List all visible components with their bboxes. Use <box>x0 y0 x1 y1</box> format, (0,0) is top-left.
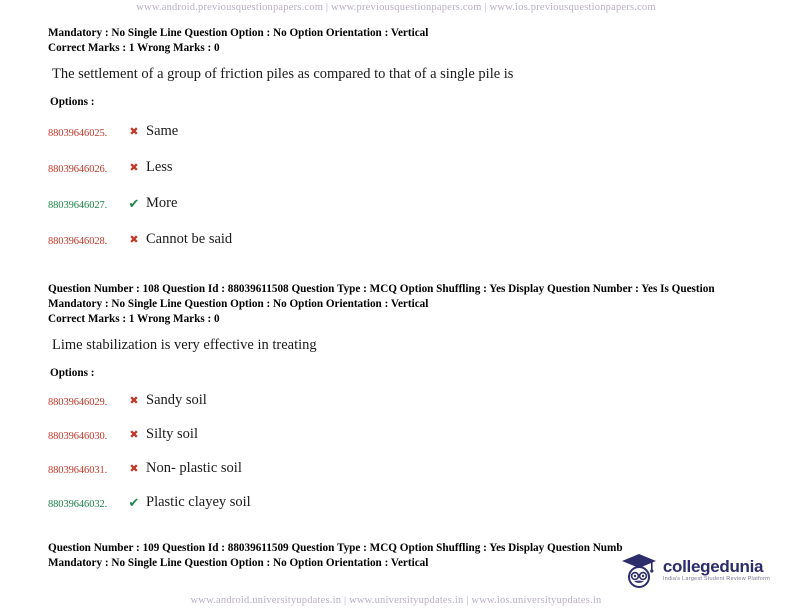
option-item[interactable] <box>48 425 748 447</box>
collegedunia-mascot-icon <box>619 550 659 590</box>
option-id: 88039646032. <box>48 499 108 510</box>
option-id: 88039646025. <box>48 128 108 139</box>
options-label: Options : <box>50 367 95 379</box>
question-meta-line: Mandatory : No Single Line Question Option : No Option Orientation : Vertical <box>48 557 429 569</box>
cross-icon: ✖ <box>129 126 139 138</box>
cross-icon: ✖ <box>129 162 139 174</box>
question-meta-line: Correct Marks : 1 Wrong Marks : 0 <box>48 313 220 325</box>
option-item[interactable] <box>48 194 748 216</box>
option-item[interactable] <box>48 122 748 144</box>
option-text: Sandy soil <box>146 392 207 408</box>
question-text: The settlement of a group of friction piles as compared to that of a single pile is <box>52 66 514 82</box>
option-item[interactable] <box>48 493 748 515</box>
option-item[interactable] <box>48 158 748 180</box>
cross-icon: ✖ <box>129 395 139 407</box>
option-id: 88039646029. <box>48 397 108 408</box>
cross-icon: ✖ <box>129 429 139 441</box>
options-label: Options : <box>50 96 95 108</box>
option-id: 88039646028. <box>48 236 108 247</box>
check-icon: ✔ <box>128 495 140 510</box>
option-text: More <box>146 195 178 211</box>
question-meta-line: Correct Marks : 1 Wrong Marks : 0 <box>48 42 220 54</box>
question-meta-line: Mandatory : No Single Line Question Option : No Option Orientation : Vertical <box>48 298 429 310</box>
option-text: Plastic clayey soil <box>146 494 251 510</box>
option-text: Same <box>146 123 179 139</box>
question-meta-line: Question Number : 108 Question Id : 88039611508 Question Type : MCQ Option Shuffling : Yes Display Question Number : Yes Is Question <box>48 283 715 295</box>
question-text: Lime stabilization is very effective in treating <box>52 337 317 353</box>
option-id: 88039646027. <box>48 200 108 211</box>
question-meta-line: Question Number : 109 Question Id : 88039611509 Question Type : MCQ Option Shuffling : Yes Display Question Numb <box>48 542 623 554</box>
question-content <box>48 26 748 571</box>
option-text: Silty soil <box>146 426 198 442</box>
option-item[interactable] <box>48 459 748 481</box>
question-meta-line: Mandatory : No Single Line Question Option : No Option Orientation : Vertical <box>48 27 429 39</box>
logo-tagline: India's Largest Student Review Platform <box>662 575 770 582</box>
option-id: 88039646026. <box>48 164 108 175</box>
logo-name: collegedunia <box>662 556 764 576</box>
watermark-bottom: www.android.universityupdates.in | www.universityupdates.in | www.ios.universityupdates.in <box>190 595 602 606</box>
collegedunia-logo <box>619 550 770 590</box>
question-block <box>48 26 748 252</box>
check-icon: ✔ <box>128 196 140 211</box>
cross-icon: ✖ <box>129 463 139 475</box>
option-id: 88039646030. <box>48 431 108 442</box>
option-text: Less <box>146 159 173 175</box>
option-text: Non- plastic soil <box>146 460 242 476</box>
question-block <box>48 282 748 515</box>
collegedunia-wordmark <box>663 558 770 583</box>
option-text: Cannot be said <box>146 231 233 247</box>
watermark-top: www.android.previousquestionpapers.com | www.previousquestionpapers.com | www.ios.previousquestionpapers.com <box>136 2 656 13</box>
option-item[interactable] <box>48 391 748 413</box>
cross-icon: ✖ <box>129 234 139 246</box>
option-id: 88039646031. <box>48 465 108 476</box>
option-item[interactable] <box>48 230 748 252</box>
